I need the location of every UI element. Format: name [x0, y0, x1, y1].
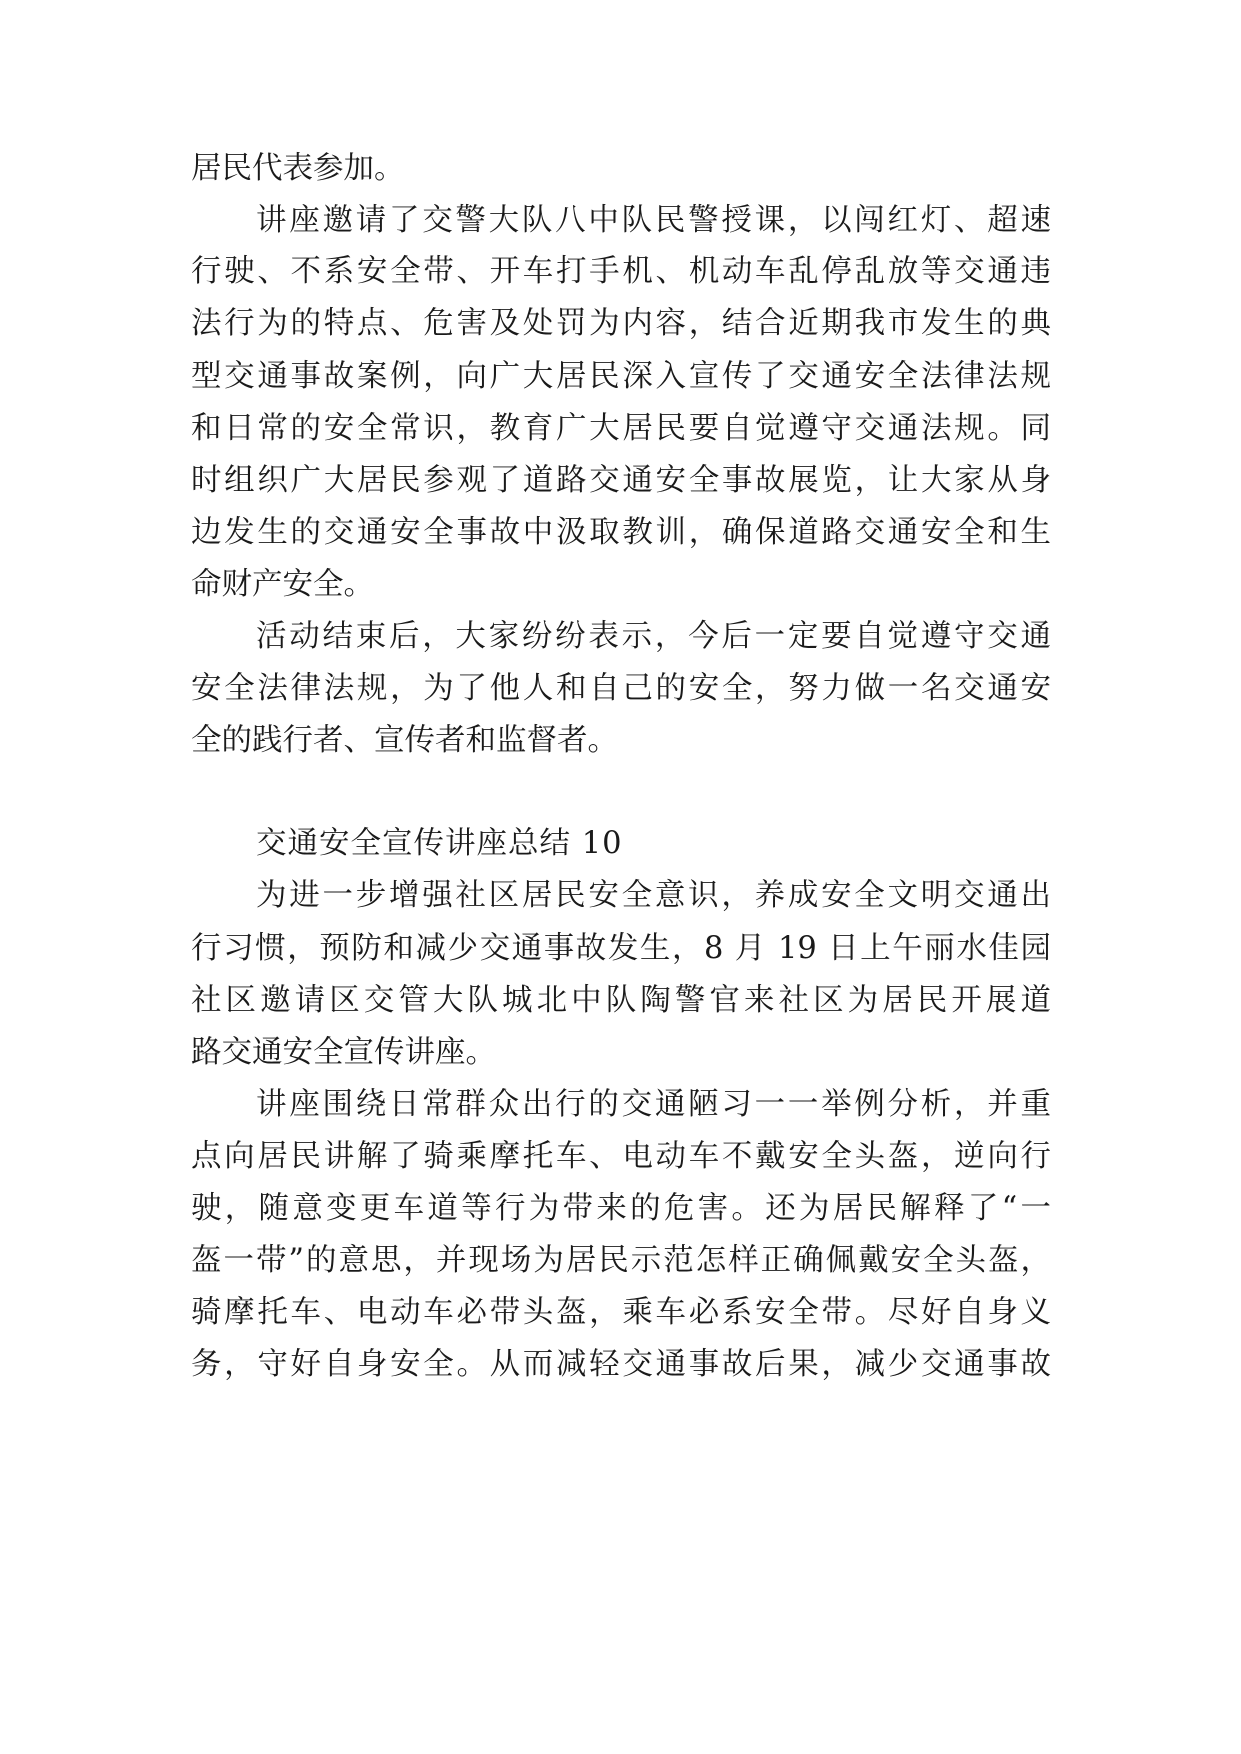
- document-page: [191, 0, 1051, 1754]
- paragraph-line: 务，守好自身安全。从而减轻交通事故后果，减少交通事故: [191, 1347, 1051, 1382]
- paragraph-line: 行驶、不系安全带、开车打手机、机动车乱停乱放等交通违: [191, 254, 1051, 289]
- paragraph-first-line: 讲座围绕日常群众出行的交通陋习一一举例分析，并重: [256, 1087, 1051, 1122]
- paragraph-line: 时组织广大居民参观了道路交通安全事故展览，让大家从身: [191, 463, 1051, 498]
- section-title: 交通安全宣传讲座总结 10: [256, 826, 623, 861]
- paragraph-line: 社区邀请区交管大队城北中队陶警官来社区为居民开展道: [191, 983, 1051, 1018]
- paragraph-line: 点向居民讲解了骑乘摩托车、电动车不戴安全头盔，逆向行: [191, 1139, 1051, 1174]
- paragraph-first-line: 讲座邀请了交警大队八中队民警授课，以闯红灯、超速: [256, 203, 1051, 238]
- paragraph-line: 行习惯，预防和减少交通事故发生，8 月 19 日上午丽水佳园: [191, 931, 1051, 966]
- paragraph-line: 驶，随意变更车道等行为带来的危害。还为居民解释了“一: [191, 1191, 1051, 1226]
- paragraph-first-line: 活动结束后，大家纷纷表示，今后一定要自觉遵守交通: [256, 619, 1051, 654]
- paragraph-line: 型交通事故案例，向广大居民深入宣传了交通安全法律法规: [191, 359, 1051, 394]
- paragraph-line: 路交通安全宣传讲座。: [191, 1035, 496, 1070]
- paragraph-line: 盔一带”的意思，并现场为居民示范怎样正确佩戴安全头盔，: [191, 1243, 1051, 1278]
- paragraph-line: 法行为的特点、危害及处罚为内容，结合近期我市发生的典: [191, 306, 1051, 341]
- paragraph-line: 骑摩托车、电动车必带头盔，乘车必系安全带。尽好自身义: [191, 1295, 1051, 1330]
- paragraph-line: 和日常的安全常识，教育广大居民要自觉遵守交通法规。同: [191, 411, 1051, 446]
- paragraph-line: 全的践行者、宣传者和监督者。: [191, 723, 618, 758]
- paragraph-first-line: 为进一步增强社区居民安全意识，养成安全文明交通出: [256, 878, 1051, 913]
- paragraph-line: 安全法律法规，为了他人和自己的安全，努力做一名交通安: [191, 671, 1051, 706]
- paragraph-line: 命财产安全。: [191, 567, 374, 602]
- paragraph-line: 边发生的交通安全事故中汲取教训，确保道路交通安全和生: [191, 515, 1051, 550]
- paragraph-line: 居民代表参加。: [191, 151, 405, 186]
